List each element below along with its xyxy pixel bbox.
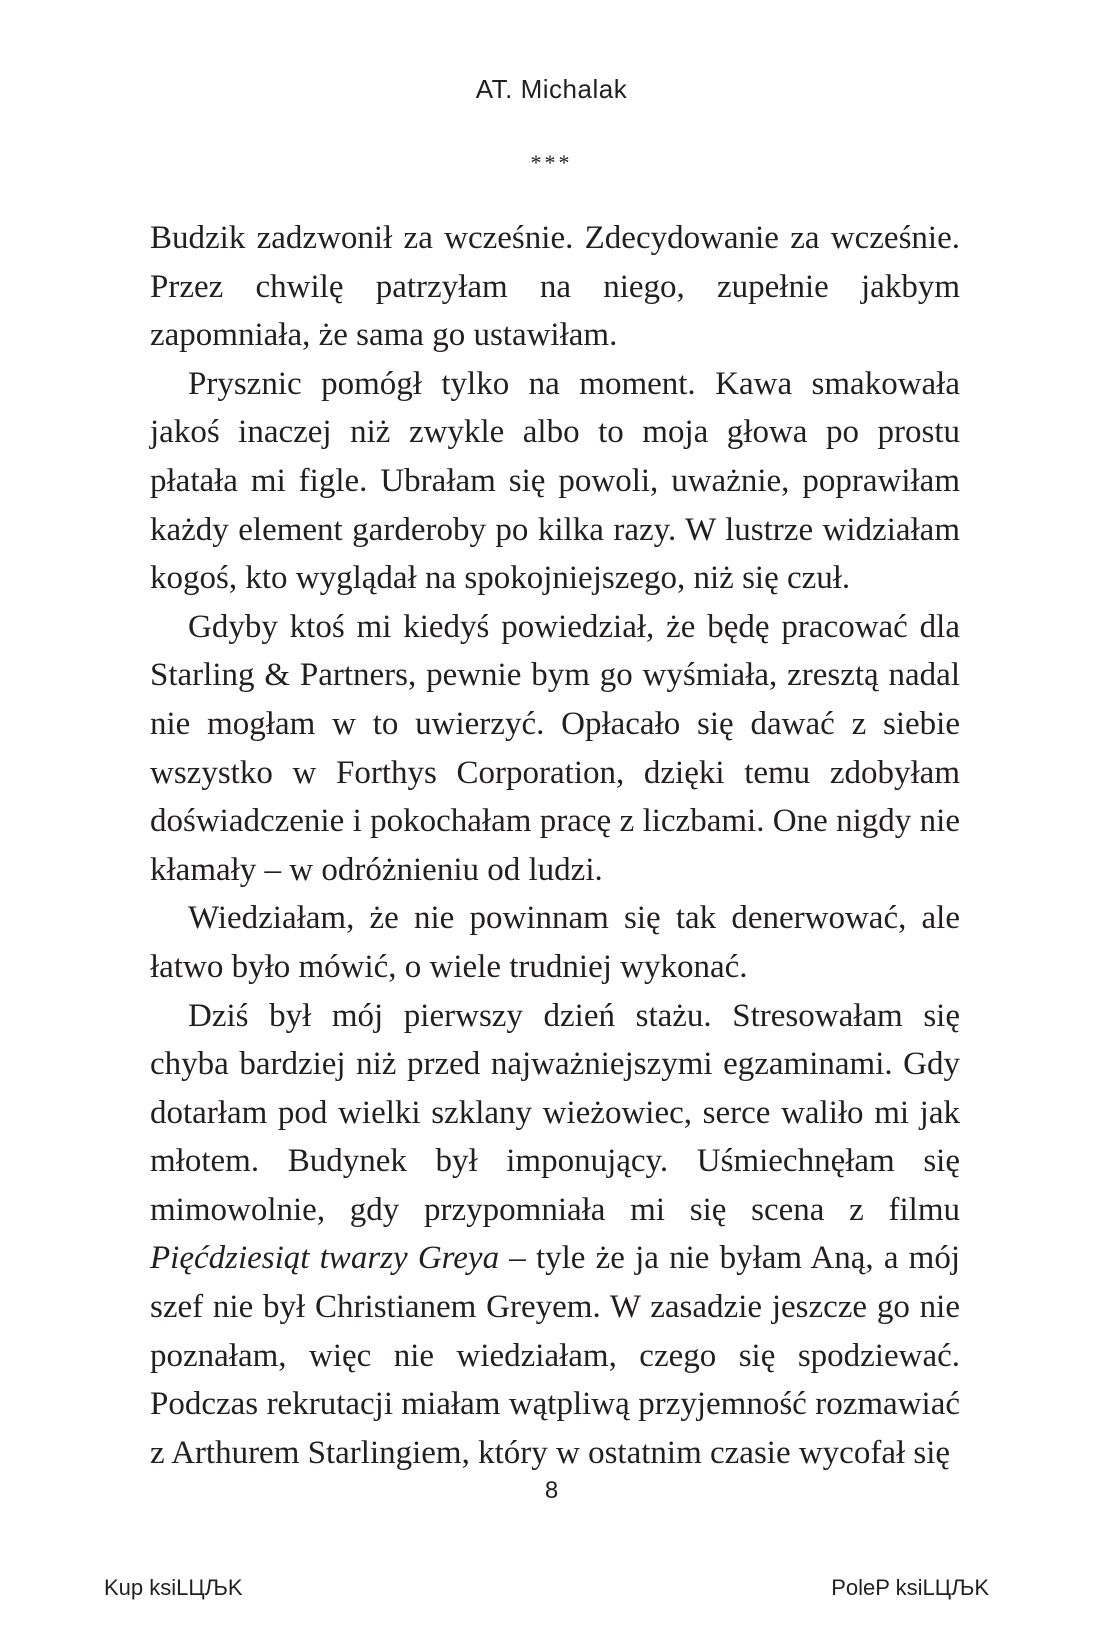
paragraph-1: Budzik zadzwonił za wcześnie. Zdecydowanie za wcześnie. Przez chwilę patrzyłam na niego, zupełnie jakbym zapomniała, że sama go ustawiłam.	[150, 220, 960, 354]
paragraph-2: Prysznic pomógł tylko na moment. Kawa smakowała jakoś inaczej niż zwykle albo to moja głowa po prostu płatała mi figle. Ubrałam się powoli, uważnie, poprawiłam każdy element garderoby po kilka razy. W lustrze widziałam kogoś, kto wyglądał na spokojniejszego, niż się czuł.	[150, 365, 960, 597]
recommend-book-link[interactable]: PoleP ksiLЦЉK	[831, 1575, 989, 1600]
film-title: Pięćdziesiąt twarzy Greya	[150, 1240, 500, 1277]
paragraph-5-text-end: – tyle że ja nie byłam Aną, a mój szef nie był Christianem Greyem. W zasadzie jeszcze go nie poznałam, więc nie wiedziałam, czego się spodziewać. Podczas rekrutacji miałam wątpliwą przyjemność rozmawiać z Arthurem Starlingiem, który w ostatnim czasie wycofał się	[150, 1240, 960, 1471]
running-header-author: AT. Michalak	[475, 74, 628, 104]
paragraph-5	[150, 992, 960, 1478]
paragraph-4: Wiedziałam, że nie powinnam się tak denerwować, ale łatwo było mówić, o wiele trudniej wykonać.	[150, 900, 960, 985]
section-separator: ***	[530, 150, 573, 175]
page-number: 8	[544, 1477, 559, 1504]
paragraph-5-text-start: Dziś był mój pierwszy dzień stażu. Stresowałam się chyba bardziej niż przed najważniejszymi egzaminami. Gdy dotarłam pod wielki szklany wieżowiec, serce waliło mi jak młotem. Budynek był imponujący. Uśmiechnęłam się mimowolnie, gdy przypomniała mi się scena z filmu	[150, 997, 960, 1228]
paragraph-3: Gdyby ktoś mi kiedyś powiedział, że będę pracować dla Starling & Partners, pewnie bym go wyśmiała, zresztą nadal nie mogłam w to uwierzyć. Opłacało się dawać z siebie wszystko w Forthys Corporation, dzięki temu zdobyłam doświadczenie i pokochałam pracę z liczbami. One nigdy nie kłamały – w odróżnieniu od ludzi.	[150, 608, 960, 888]
buy-book-link[interactable]: Kup ksiLЦЉK	[104, 1575, 243, 1600]
body-text	[150, 214, 960, 1477]
